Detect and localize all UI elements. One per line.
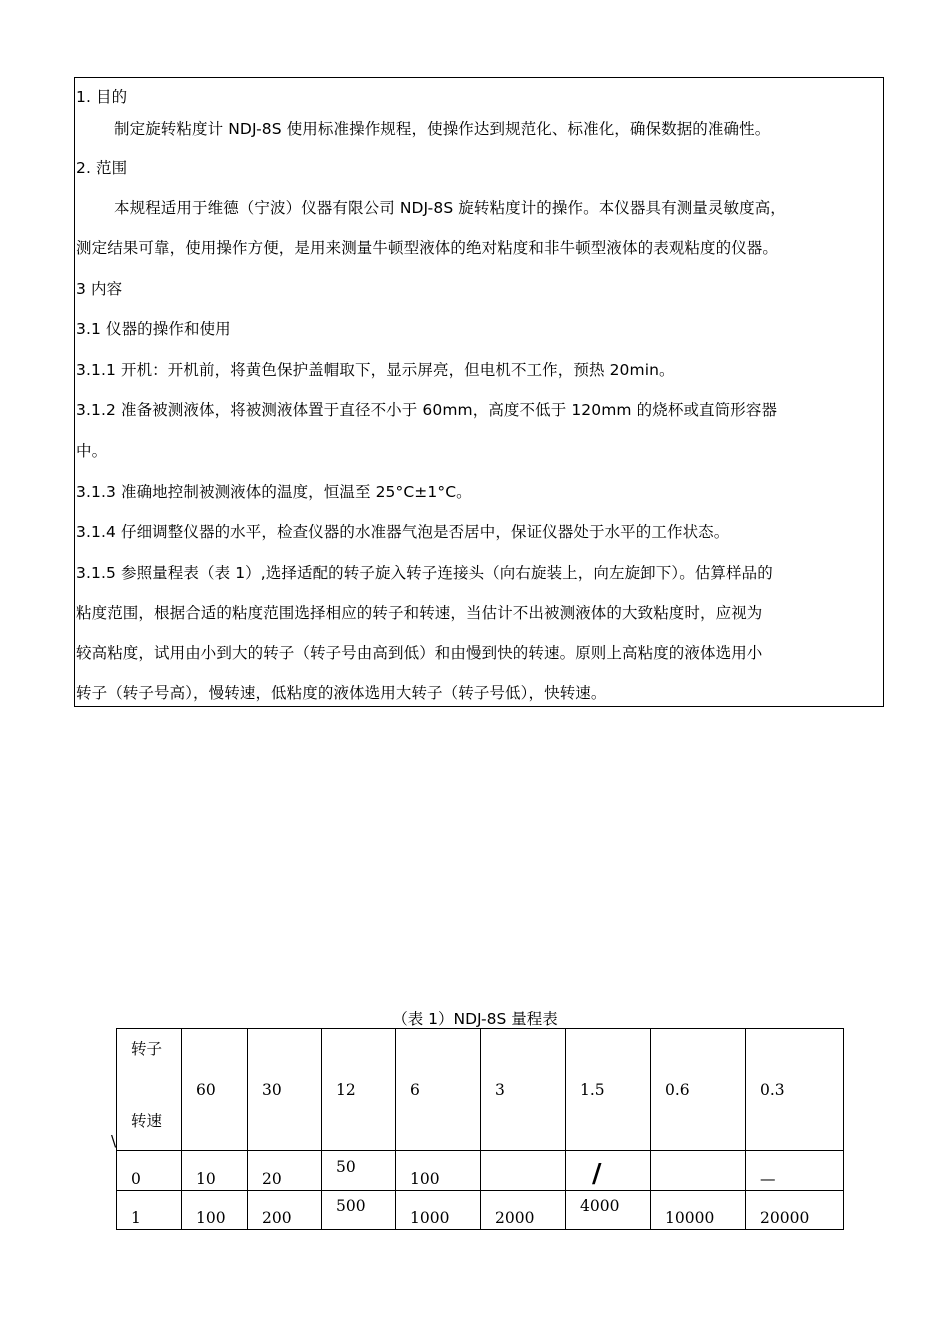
range-cell: 200	[248, 1191, 322, 1230]
step-3-1-5-line4: 转子（转子号高），慢转速，低粘度的液体选用大转子（转子号低），快转速。	[76, 684, 607, 702]
step-3-1-2-line2: 中。	[76, 442, 108, 460]
range-table	[111, 1028, 844, 1230]
table-row	[117, 1191, 844, 1230]
range-cell: 20000	[746, 1191, 844, 1230]
range-cell: 50	[322, 1151, 396, 1191]
range-cell	[566, 1151, 651, 1191]
step-3-1-5-line1: 3.1.5 参照量程表（表 1）,选择适配的转子旋入转子连接头（向右旋装上，向左旋卸下）。估算样品的	[76, 564, 773, 582]
step-3-1-5-line2: 粘度范围，根据合适的粘度范围选择相应的转子和转速，当估计不出被测液体的大致粘度时，应视为	[76, 604, 763, 622]
speed-header: 6	[396, 1029, 481, 1151]
section-1-body: 制定旋转粘度计 NDJ-8S 使用标准操作规程，使操作达到规范化、标准化，确保数据的准确性。	[114, 120, 771, 138]
section-2-heading: 2. 范围	[76, 159, 128, 177]
slash-mark: /	[592, 1158, 602, 1189]
speed-header: 3	[481, 1029, 566, 1151]
corner-speed-label: 转速	[131, 1112, 163, 1130]
section-2-body-line2: 测定结果可靠，使用操作方便，是用来测量牛顿型液体的绝对粘度和非牛顿型液体的表观粘度的仪器。	[76, 239, 779, 257]
step-3-1-5-line3: 较高粘度，试用由小到大的转子（转子号由高到低）和由慢到快的转速。原则上高粘度的液体选用小	[76, 644, 763, 662]
table-header-row	[117, 1029, 844, 1151]
table-caption: （表 1）NDJ-8S 量程表	[392, 1010, 558, 1028]
range-cell: 10000	[651, 1191, 746, 1230]
rotor-cell: 1	[117, 1191, 182, 1230]
step-3-1-3: 3.1.3 准确地控制被测液体的温度，恒温至 25°C±1°C。	[76, 483, 472, 501]
speed-header: 0.3	[746, 1029, 844, 1151]
step-3-1-2-line1: 3.1.2 准备被测液体，将被测液体置于直径不小于 60mm，高度不低于 120mm 的烧杯或直筒形容器	[76, 401, 778, 419]
speed-header: 60	[182, 1029, 248, 1151]
range-cell	[481, 1151, 566, 1191]
range-cell: 500	[322, 1191, 396, 1230]
range-cell: 100	[182, 1191, 248, 1230]
section-1-heading: 1. 目的	[76, 88, 128, 106]
range-cell: 100	[396, 1151, 481, 1191]
speed-header: 0.6	[651, 1029, 746, 1151]
section-2-body-line1: 本规程适用于维德（宁波）仪器有限公司 NDJ-8S 旋转粘度计的操作。本仪器具有测量灵敏度高，	[114, 199, 786, 217]
corner-rotor-label: 转子	[131, 1040, 163, 1058]
speed-header: 12	[322, 1029, 396, 1151]
step-3-1-4: 3.1.4 仔细调整仪器的水平，检查仪器的水准器气泡是否居中，保证仪器处于水平的工作状态。	[76, 523, 730, 541]
table-corner-cell	[111, 1029, 182, 1151]
range-cell	[651, 1151, 746, 1191]
rotor-cell: 0	[117, 1151, 182, 1191]
speed-header: 30	[248, 1029, 322, 1151]
range-cell: 20	[248, 1151, 322, 1191]
section-3-1-heading: 3.1 仪器的操作和使用	[76, 320, 231, 338]
range-cell: —	[746, 1151, 844, 1191]
range-cell: 10	[182, 1151, 248, 1191]
range-cell: 1000	[396, 1191, 481, 1230]
range-cell: 4000	[566, 1191, 651, 1230]
corner-slash: \	[111, 1132, 117, 1150]
range-cell: 2000	[481, 1191, 566, 1230]
table-row	[117, 1151, 844, 1191]
step-3-1-1: 3.1.1 开机：开机前，将黄色保护盖帽取下，显示屏亮，但电机不工作，预热 20min。	[76, 361, 675, 379]
speed-header: 1.5	[566, 1029, 651, 1151]
section-3-heading: 3 内容	[76, 280, 123, 298]
